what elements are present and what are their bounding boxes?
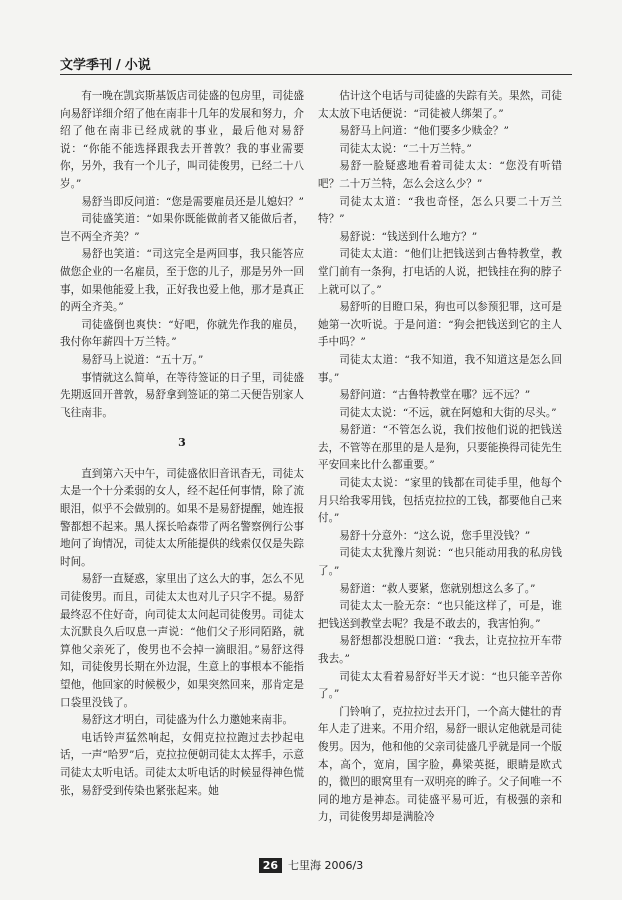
paragraph: 司徒太太说：“二十万兰特。” — [339, 142, 472, 155]
magazine-name: 文学季刊 — [60, 58, 113, 73]
paragraph: 易舒道：“救人要紧，您就别想这么多了。” — [339, 582, 536, 595]
paragraph: 估计这个电话与司徒盛的失踪有关。果然，司徒太太放下电话便说：“司徒被人绑架了。” — [318, 90, 562, 120]
paragraph: 电话铃声猛然响起，女佣克拉拉跑过去抄起电话，一声“哈罗”后，克拉拉便朝司徒太太挥手，示意司徒太太听电话。司徒太太听电话的时候显得神色慌张，易舒受到传染也紧张起来。她 — [60, 731, 304, 797]
paragraph: 司徒太太道：“我不知道，我不知道这是怎么回事。” — [318, 353, 562, 384]
paragraph: 易舒一直疑惑，家里出了这么大的事，怎么不见司徒俊男。而且，司徒太太也对儿子只字不提。易舒最终忍不住好奇，向司徒太太问起司徒俊男。司徒太太沉默良久后叹息一声说：“他们父子形同陌路，就算他父亲死了，俊男也不会掉一滴眼泪。”易舒这得知，司徒俊男长期在外边混，生意上的事根本不能指望他，他回家的时候极少，如果突然回来，那肯定是口袋里没钱了。 — [60, 573, 304, 709]
paragraph: 直到第六天中午，司徒盛依旧音讯杳无，司徒太太是一个十分柔弱的女人，经不起任何事情，除了流眼泪，似乎不会做别的。如果不是易舒提醒，她连报警都想不起来。黑人探长哈森带了两名警察例行公事地问了询情况，司徒太太所能提供的线索仅仅是失踪时间。 — [60, 467, 304, 568]
page-number: 26 — [259, 858, 282, 873]
paragraph: 司徒太太道：“我也奇怪，怎么只要二十万兰特？” — [318, 195, 562, 226]
page-header — [60, 54, 570, 74]
header-rule — [60, 74, 572, 75]
paragraph: 事情就这么简单，在等待签证的日子里，司徒盛先期返回开普敦，易舒拿到签证的第二天便告别家人飞往南非。 — [60, 371, 304, 419]
header-separator: / — [116, 58, 121, 73]
paragraph: 易舒马上问道：“他们要多少赎金？” — [339, 125, 509, 138]
paragraph: 易舒道：“不管怎么说，我们按他们说的把钱送去，不管等在那里的是人是狗，只要能换得司徒先生平安回来比什么都重要。” — [318, 424, 562, 472]
paragraph: 易舒一脸疑惑地看着司徒太太：“您没有听错吧？二十万兰特，怎么会这么少？” — [318, 160, 562, 190]
footer-magazine: 七里海 — [288, 859, 322, 872]
footer-issue: 2006/3 — [324, 859, 364, 872]
paragraph: 易舒马上说道：“五十万。” — [81, 353, 204, 366]
paragraph: 门铃响了，克拉拉过去开门，一个高大健壮的青年人走了进来。不用介绍，易舒一眼认定他就是司徒俊男。因为，他和他的父亲司徒盛几乎就是同一个版本，高个，宽肩，国字脸，鼻梁英挺，眼睛是欧式的，微凹的眼窝里有一双明亮的眸子。父子间唯一不同的地方是神态。司徒盛平易可近，有极强的亲和力，司徒俊男却是满脸冷 — [318, 705, 562, 824]
page-footer — [0, 857, 622, 873]
paragraph: 司徒太太说：“家里的钱都在司徒手里，他每个月只给我零用钱，包括克拉拉的工钱，都要他自己来付。” — [318, 477, 562, 525]
section-name: 小说 — [124, 58, 151, 73]
paragraph: 易舒问道：“古鲁特教堂在哪？远不远？” — [339, 389, 531, 402]
paragraph: 易舒想都没想脱口道：“我去，让克拉拉开车带我去。” — [318, 635, 562, 665]
paragraph: 易舒十分意外：“这么说，您手里没钱？” — [339, 529, 531, 542]
paragraph: 有一晚在凯宾斯基饭店司徒盛的包房里，司徒盛向易舒详细介绍了他在南非十几年的发展和努力，介绍了他在南非已经成就的事业，最后他对易舒说：“你能不能选择跟我去开普敦？我的事业需要你，另外，我有一个儿子，叫司徒俊男，已经二十八岁。” — [60, 90, 304, 190]
paragraph: 司徒盛笑道：“如果你既能做前者又能做后者，岂不两全齐美？” — [60, 213, 304, 243]
right-column — [318, 88, 562, 827]
paragraph: 司徒盛倒也爽快：“好吧，你就先作我的雇员，我付你年薪四十万兰特。” — [60, 318, 304, 349]
paragraph: 司徒太太道：“他们让把钱送到古鲁特教堂，教堂门前有一条狗，打电话的人说，把钱挂在狗的脖子上就可以了。” — [318, 248, 562, 296]
paragraph: 司徒太太看着易舒好半天才说：“也只能辛苦你了。” — [318, 670, 562, 701]
paragraph: 司徒太太犹豫片刻说：“也只能动用我的私房钱了。” — [318, 547, 562, 578]
paragraph: 易舒说：“钱送到什么地方？” — [339, 230, 478, 243]
paragraph: 易舒也笑道：“司这完全是两回事，我只能答应做您企业的一名雇员，至于您的儿子，那是另外一回事，如果他能爱上我，正好我也爱上他，那才是真正的两全齐美。” — [60, 248, 304, 314]
paragraph: 易舒当即反问道：“您是需要雇员还是儿媳妇？” — [81, 195, 304, 208]
paragraph: 易舒听的目瞪口呆，狗也可以参预犯罪，这可是她第一次听说。于是问道：“狗会把钱送到它的主人手中吗？” — [318, 301, 562, 349]
left-column — [60, 88, 304, 800]
paragraph: 司徒太太说：“不远，就在阿媳和大街的尽头。” — [339, 406, 557, 419]
paragraph: 易舒这才明白，司徒盛为什么力邀她来南非。 — [81, 714, 294, 727]
section-number: 3 — [178, 436, 186, 450]
paragraph: 司徒太太一脸无奈：“也只能这样了，可是，谁把钱送到教堂去呢？我是不敢去的，我害怕狗。” — [318, 600, 562, 630]
